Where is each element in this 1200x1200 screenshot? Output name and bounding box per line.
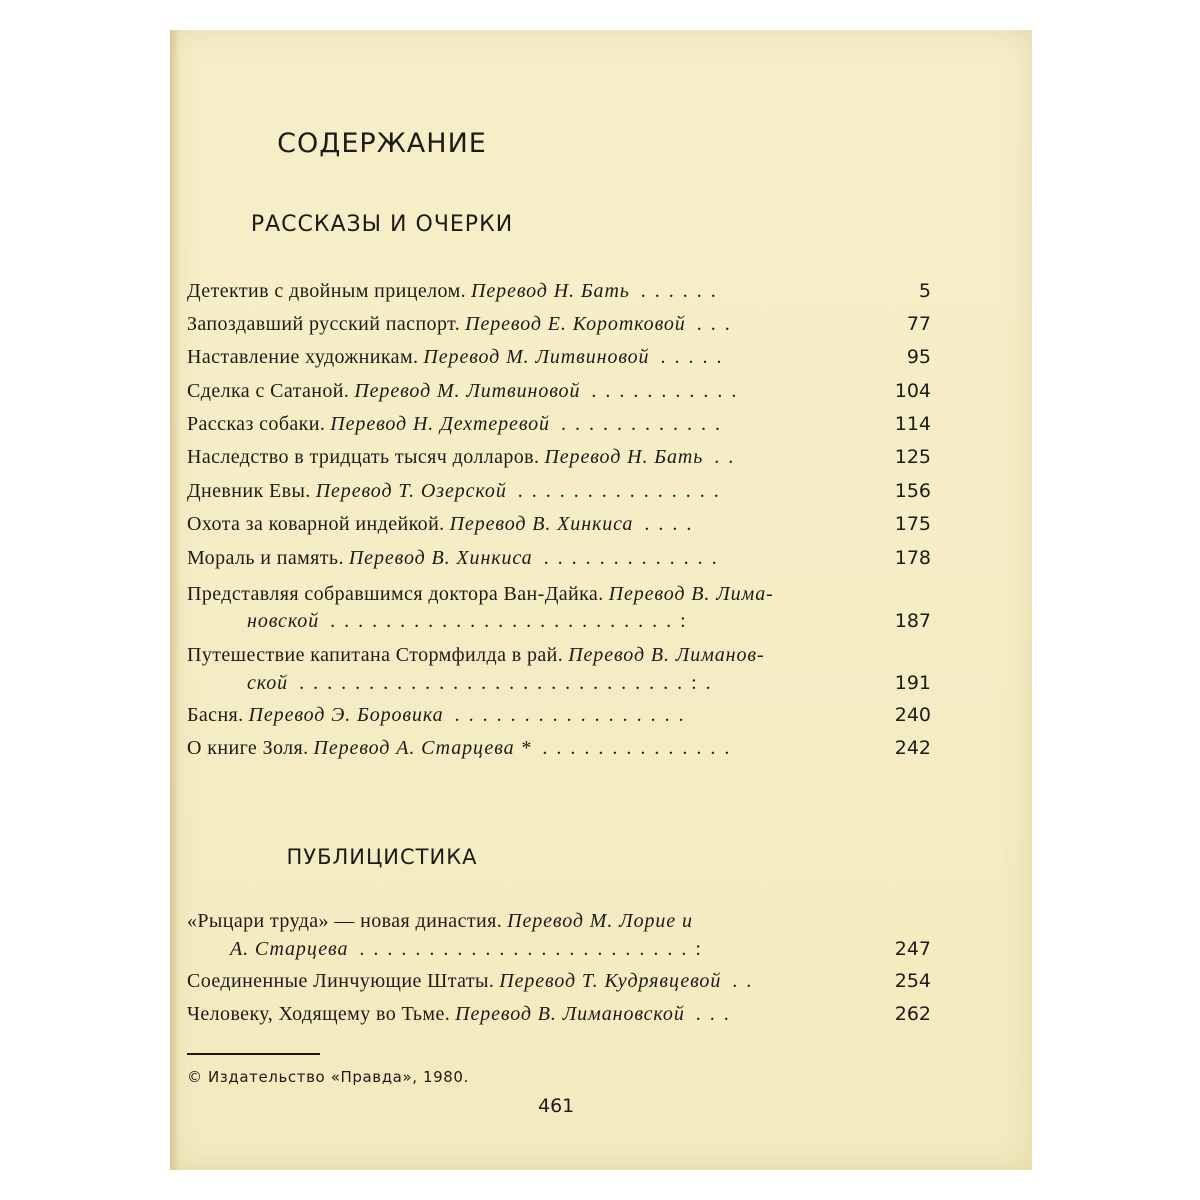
toc-entry: [187, 640, 931, 670]
entry-page-number: 95: [906, 346, 931, 368]
toc-entry-continuation: [230, 934, 931, 964]
entry-translator: Перевод Н. Дехтеревой: [330, 413, 550, 435]
entry-translator-continuation: А. Старцева: [230, 938, 349, 960]
toc-entry: [187, 309, 931, 339]
dot-leader: . . . . . . . . . . .: [591, 380, 739, 402]
toc-entry: [187, 376, 931, 406]
entry-page-number: 77: [906, 313, 931, 335]
entry-translator-continuation: ской: [247, 672, 289, 694]
entry-translator: Перевод Н. Бать: [471, 280, 630, 302]
dot-leader: . . . . . . . . . . . . . . . . . . . . . . . . :: [359, 938, 703, 960]
entry-page-number: 114: [894, 413, 931, 435]
page-number: 461: [538, 1095, 575, 1117]
entry-title: Рассказ собаки.: [187, 413, 326, 435]
entry-page-number: 187: [894, 610, 931, 632]
entry-page-number: 191: [894, 672, 931, 694]
toc-entry: [187, 276, 931, 306]
dot-leader: . . . . . . . . . . . . . . . . . . . . . . . . . :: [330, 610, 688, 632]
dot-leader: . . . .: [644, 513, 694, 535]
entry-page-number: 242: [894, 737, 931, 759]
toc-entry: [187, 409, 931, 439]
entry-page-number: 5: [918, 280, 931, 302]
entry-translator: Перевод В. Лиманов-: [568, 644, 765, 666]
dot-leader: . .: [732, 970, 754, 992]
entry-title: Басня.: [187, 704, 244, 726]
entry-page-number: 104: [894, 380, 931, 402]
entry-translator: Перевод Э. Боровика: [248, 704, 444, 726]
dot-leader: . . .: [696, 313, 732, 335]
toc-entry: [187, 509, 931, 539]
entry-translator: Перевод М. Литвиновой: [354, 380, 581, 402]
toc-entry: [187, 999, 931, 1029]
entry-page-number: 156: [894, 480, 931, 502]
entry-translator: Перевод Е. Коротковой: [465, 313, 686, 335]
entry-page-number: 125: [894, 446, 931, 468]
entry-translator: Перевод В. Хинкиса: [348, 547, 533, 569]
entry-title: Представляя собравшимся доктора Ван-Дайка.: [187, 583, 604, 605]
dot-leader: . .: [714, 446, 736, 468]
toc-entry-continuation: [247, 606, 931, 636]
entry-page-number: 254: [894, 970, 931, 992]
toc-entry: [187, 733, 931, 763]
entry-title: Человеку, Ходящему во Тьме.: [187, 1003, 451, 1025]
dot-leader: . . . . . . . . . . . . . .: [542, 737, 732, 759]
toc-entry: [187, 543, 931, 573]
toc-entry: [187, 476, 931, 506]
dot-leader: . . . . . . . . . . . .: [560, 413, 722, 435]
entry-translator-continuation: новской: [247, 610, 320, 632]
entry-title: Охота за коварной индейкой.: [187, 513, 445, 535]
entry-title: Наследство в тридцать тысяч долларов.: [187, 446, 540, 468]
toc-entry: [187, 700, 931, 730]
entry-title: Детектив с двойным прицелом.: [187, 280, 467, 302]
dot-leader: . . . . . . . . . . . . . . . . . . . . . . . . . . . . : .: [299, 672, 713, 694]
dot-leader: . . . . . . . . . . . . .: [543, 547, 719, 569]
toc-entry: [187, 442, 931, 472]
entry-page-number: 262: [894, 1003, 931, 1025]
entry-translator: Перевод Т. Кудрявцевой: [499, 970, 722, 992]
entry-title: Мораль и память.: [187, 547, 344, 569]
dot-leader: . . . . . . . . . . . . . . .: [517, 480, 721, 502]
entry-title: Соединенные Линчующие Штаты.: [187, 970, 495, 992]
entry-translator: Перевод А. Старцева *: [313, 737, 532, 759]
entry-title: «Рыцари труда» — новая династия.: [187, 910, 503, 932]
entry-translator: Перевод В. Хинкиса: [449, 513, 634, 535]
dot-leader: . . . . .: [660, 346, 724, 368]
entry-translator: Перевод Н. Бать: [544, 446, 704, 468]
entry-title: О книге Золя.: [187, 737, 309, 759]
section-title-journalism: ПУБЛИЦИСТИКА: [286, 845, 478, 869]
dot-leader: . . .: [695, 1003, 731, 1025]
section-title-stories: РАССКАЗЫ И ОЧЕРКИ: [250, 212, 514, 237]
toc-entry: [187, 906, 931, 936]
contents-title: СОДЕРЖАНИЕ: [277, 128, 487, 159]
entry-translator: Перевод В. Лима-: [608, 583, 774, 605]
entry-translator: Перевод В. Лимановской: [455, 1003, 685, 1025]
page-edge: [170, 30, 180, 1170]
entry-page-number: 247: [894, 938, 931, 960]
toc-entry: [187, 342, 931, 372]
dot-leader: . . . . . . . . . . . . . . . . .: [454, 704, 686, 726]
entry-translator: Перевод Т. Озерской: [315, 480, 507, 502]
dot-leader: . . . . . .: [640, 280, 718, 302]
toc-entry: [187, 579, 931, 609]
footnote-rule: [187, 1053, 320, 1055]
entry-title: Запоздавший русский паспорт.: [187, 313, 461, 335]
entry-page-number: 175: [894, 513, 931, 535]
entry-translator: Перевод М. Лорие и: [507, 910, 693, 932]
toc-entry: [187, 966, 931, 996]
toc-entry-continuation: [247, 668, 931, 698]
entry-title: Сделка с Сатаной.: [187, 380, 350, 402]
entry-translator: Перевод М. Литвиновой: [423, 346, 650, 368]
entry-title: Путешествие капитана Стормфилда в рай.: [187, 644, 564, 666]
entry-title: Наставление художникам.: [187, 346, 419, 368]
copyright-notice: © Издательство «Правда», 1980.: [187, 1068, 469, 1086]
entry-page-number: 240: [894, 704, 931, 726]
entry-title: Дневник Евы.: [187, 480, 311, 502]
entry-page-number: 178: [894, 547, 931, 569]
